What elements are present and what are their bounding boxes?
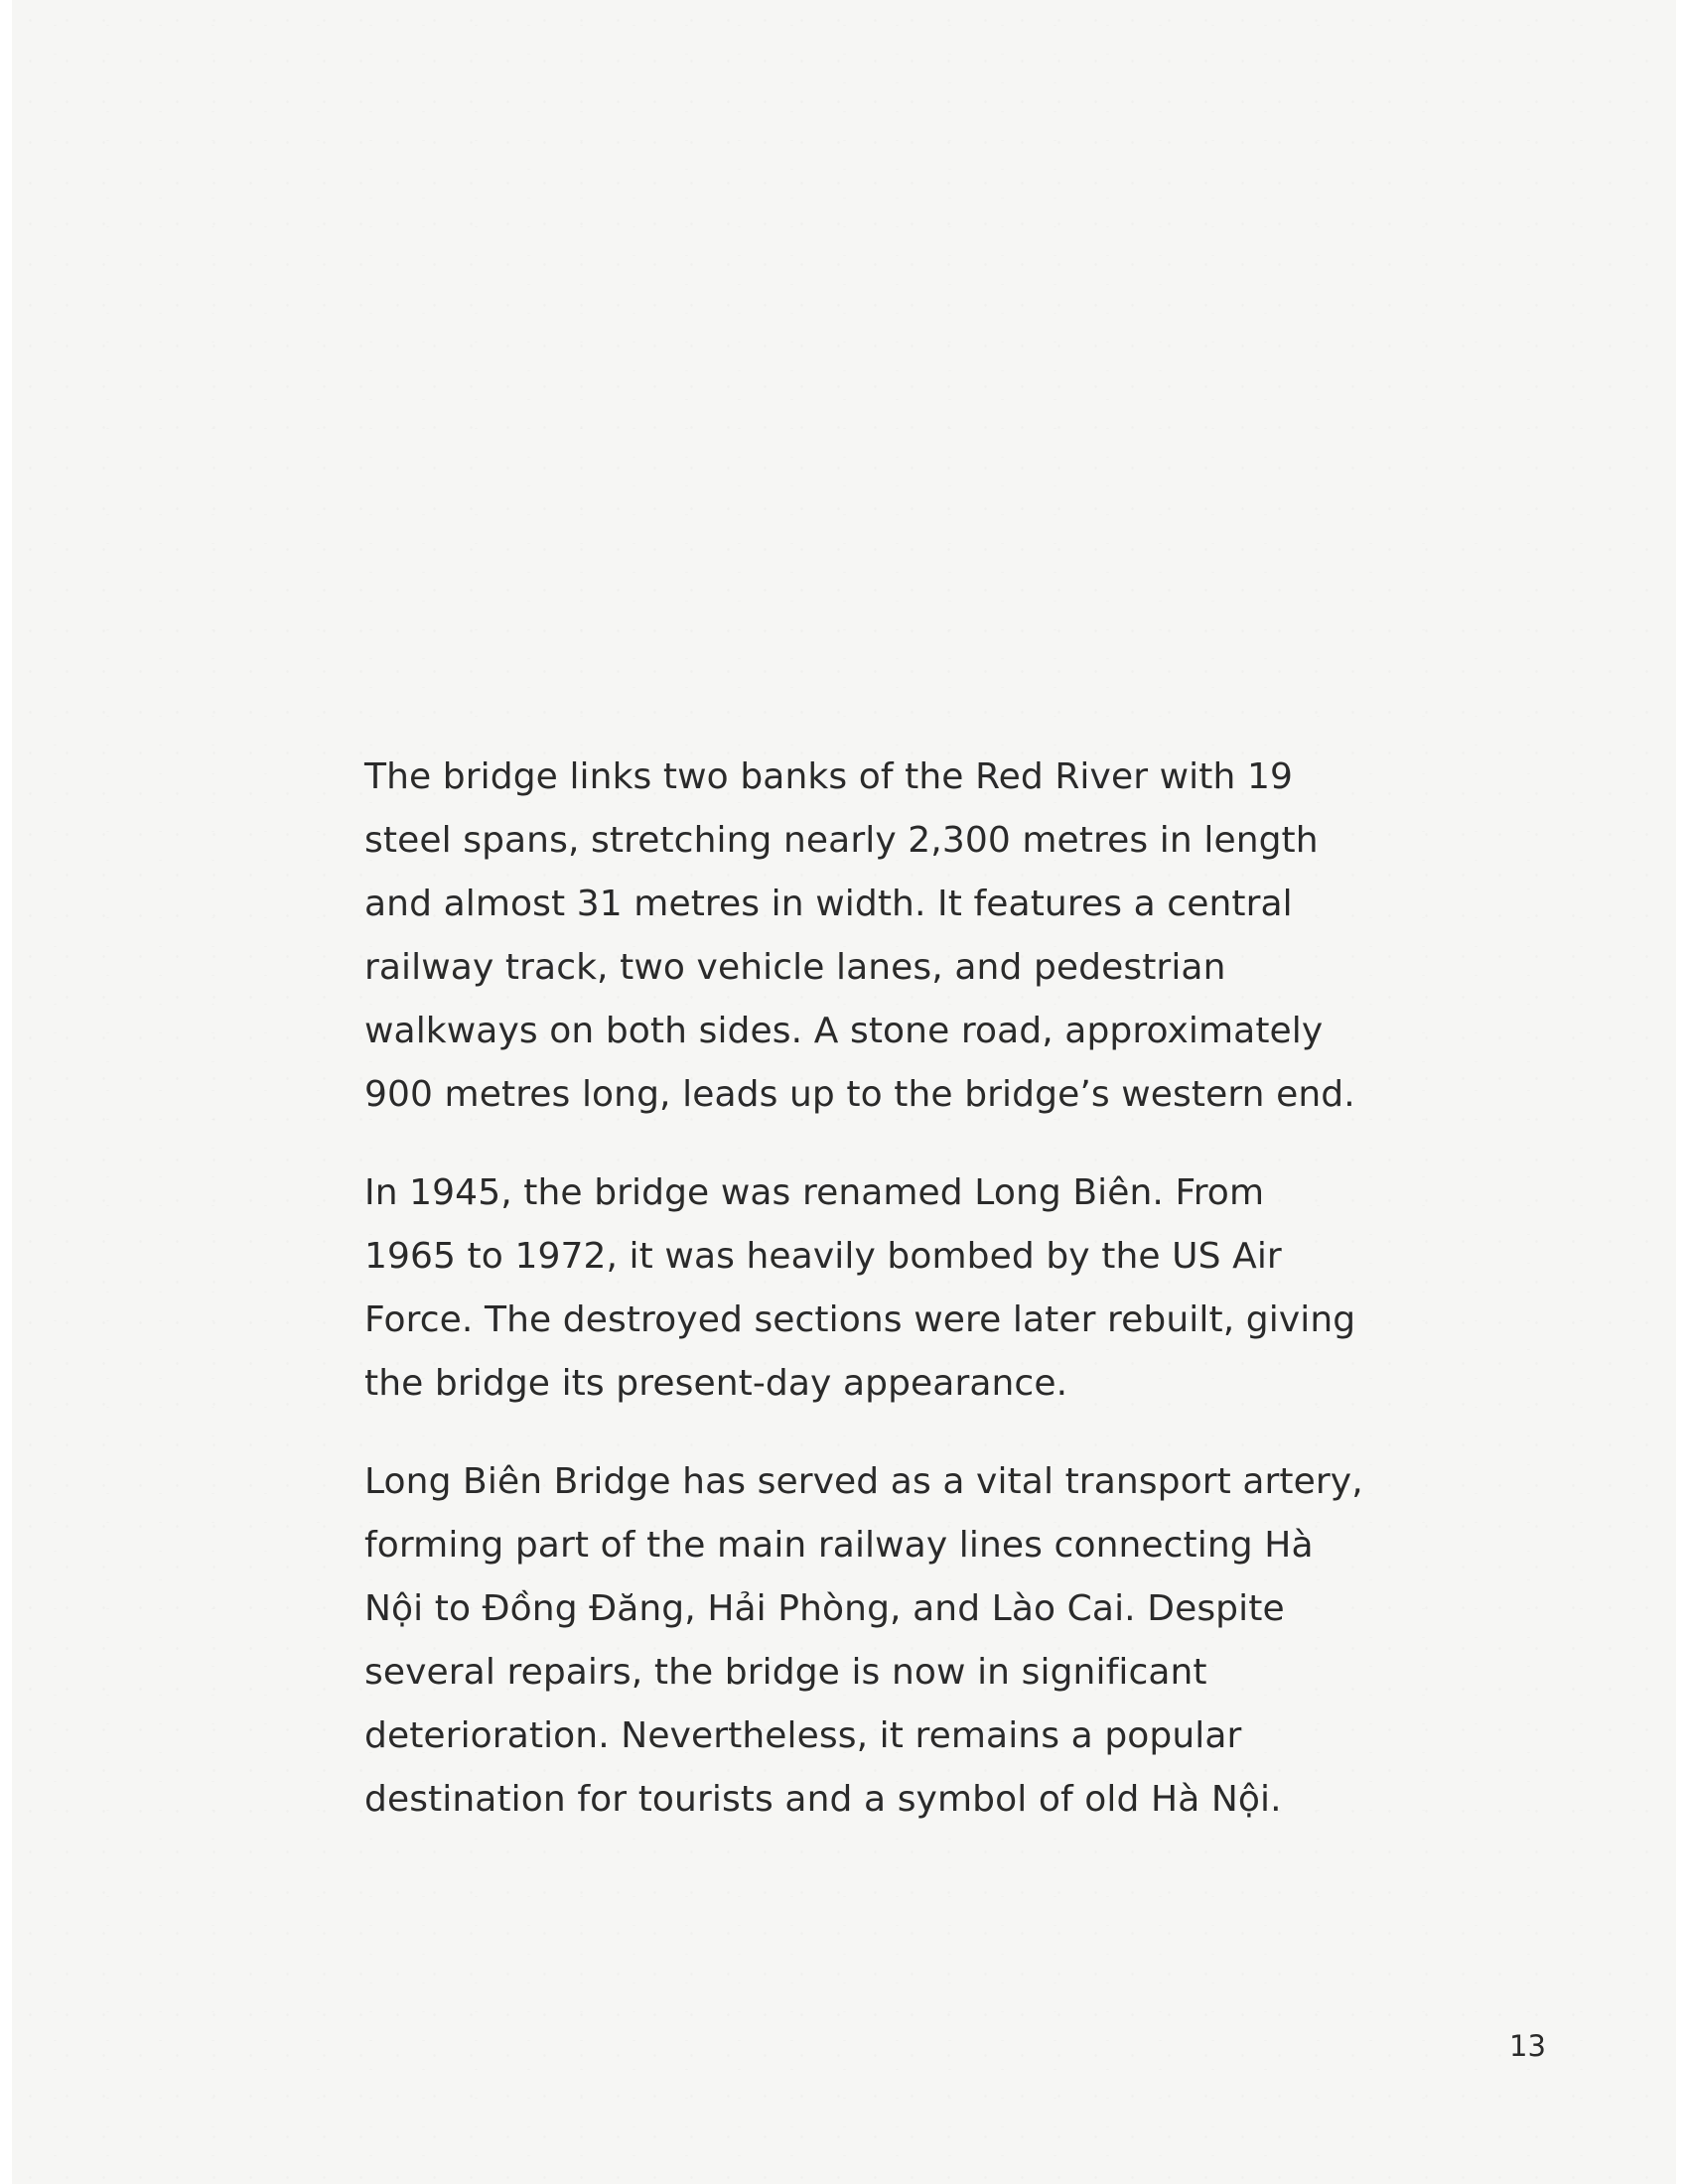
text-line: steel spans, stretching nearly 2,300 metres in length [364, 820, 1319, 861]
text-line: The bridge links two banks of the Red River with 19 [364, 756, 1293, 797]
text-line: deterioration. Nevertheless, it remains a popular [364, 1715, 1242, 1756]
text-line: railway track, two vehicle lanes, and pedestrian [364, 947, 1226, 988]
paragraph-1 [364, 746, 1417, 1127]
paragraph-3 [364, 1450, 1417, 1832]
text-line: several repairs, the bridge is now in significant [364, 1652, 1207, 1693]
text-line: Nội to Đồng Đăng, Hải Phòng, and Lào Cai. Despite [364, 1588, 1285, 1629]
page-number: 13 [1509, 2029, 1546, 2063]
text-line: 1965 to 1972, it was heavily bombed by the US Air [364, 1236, 1282, 1277]
text-line: and almost 31 metres in width. It features a central [364, 884, 1293, 924]
paragraph-2 [364, 1161, 1417, 1416]
text-line: forming part of the main railway lines connecting Hà [364, 1525, 1314, 1566]
text-line: destination for tourists and a symbol of old Hà Nội. [364, 1779, 1282, 1820]
text-line: In 1945, the bridge was renamed Long Biên. From [364, 1172, 1265, 1213]
text-line: Long Biên Bridge has served as a vital transport artery, [364, 1461, 1363, 1502]
text-line: the bridge its present-day appearance. [364, 1363, 1068, 1404]
document-page [12, 0, 1676, 2184]
text-line: Force. The destroyed sections were later rebuilt, giving [364, 1299, 1356, 1340]
text-line: 900 metres long, leads up to the bridge’s western end. [364, 1074, 1355, 1115]
body-text [364, 746, 1417, 1866]
text-line: walkways on both sides. A stone road, approximately [364, 1011, 1324, 1051]
